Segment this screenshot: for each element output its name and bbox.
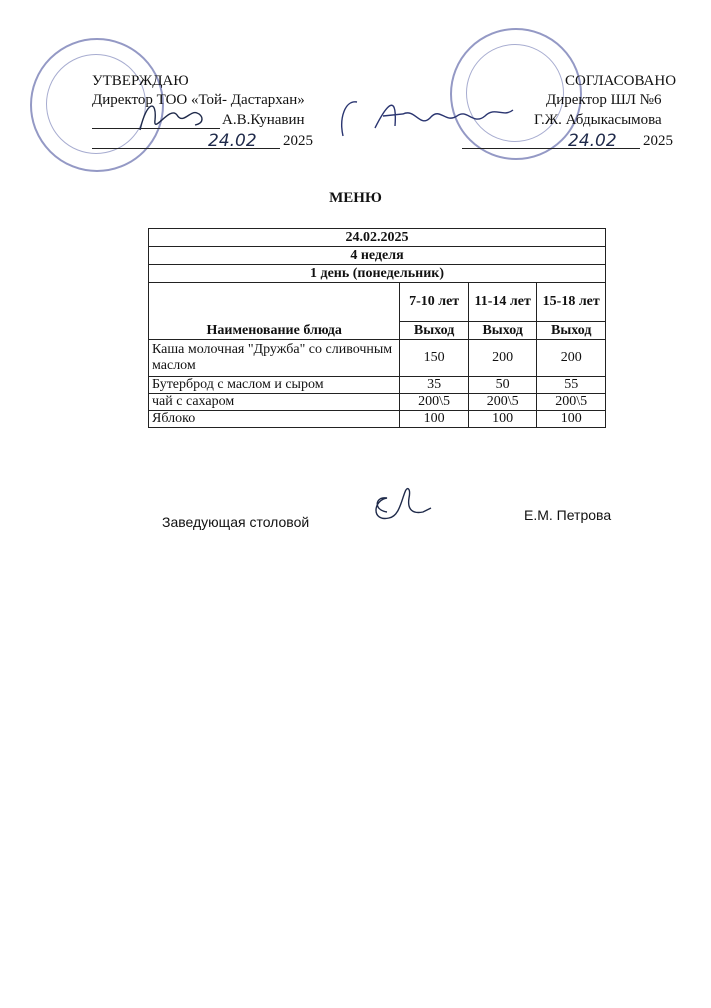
center-signature bbox=[335, 88, 520, 148]
dish-output: 55 bbox=[537, 377, 606, 394]
dish-output: 35 bbox=[400, 377, 469, 394]
table-row bbox=[149, 340, 606, 377]
approve-position: Директор ТОО «Той- Дастархан» bbox=[92, 92, 305, 108]
dish-name: Каша молочная "Дружба" со сливочным маслом bbox=[149, 340, 400, 377]
dish-output: 150 bbox=[400, 340, 469, 377]
agree-date-handwritten: 24.02 bbox=[568, 131, 617, 151]
agree-year: 2025 bbox=[643, 133, 673, 149]
dish-name: чай с сахаром bbox=[149, 394, 400, 411]
approve-date-line bbox=[92, 148, 280, 149]
approve-year: 2025 bbox=[283, 133, 313, 149]
age-group-header: 15-18 лет bbox=[537, 283, 606, 322]
agree-name: Г.Ж. Абдыкасымова bbox=[534, 112, 662, 128]
dish-output: 200\5 bbox=[468, 394, 537, 411]
document-title: МЕНЮ bbox=[329, 190, 382, 206]
dish-output: 100 bbox=[537, 411, 606, 428]
table-week: 4 неделя bbox=[149, 247, 606, 265]
approve-date-handwritten: 24.02 bbox=[208, 131, 257, 151]
approve-title: УТВЕРЖДАЮ bbox=[92, 73, 189, 89]
dish-name: Бутерброд с маслом и сыром bbox=[149, 377, 400, 394]
approve-name: А.В.Кунавин bbox=[222, 112, 305, 128]
dish-output: 200\5 bbox=[400, 394, 469, 411]
menu-table bbox=[148, 228, 606, 428]
dish-output: 100 bbox=[468, 411, 537, 428]
footer-role: Заведующая столовой bbox=[162, 514, 310, 530]
agree-date-line bbox=[462, 148, 640, 149]
dish-name: Яблоко bbox=[149, 411, 400, 428]
age-group-header: 11-14 лет bbox=[468, 283, 537, 322]
table-row bbox=[149, 411, 606, 428]
output-header: Выход bbox=[468, 322, 537, 340]
footer-signature bbox=[365, 482, 435, 530]
agree-position: Директор ШЛ №6 bbox=[546, 92, 662, 108]
footer-name: Е.М. Петрова bbox=[524, 507, 612, 523]
dish-output: 100 bbox=[400, 411, 469, 428]
dish-output: 50 bbox=[468, 377, 537, 394]
table-date: 24.02.2025 bbox=[149, 229, 606, 247]
age-group-header: 7-10 лет bbox=[400, 283, 469, 322]
name-column-header: Наименование блюда bbox=[149, 283, 400, 340]
agree-title: СОГЛАСОВАНО bbox=[565, 73, 677, 89]
dish-output: 200\5 bbox=[537, 394, 606, 411]
dish-output: 200 bbox=[468, 340, 537, 377]
output-header: Выход bbox=[537, 322, 606, 340]
table-row bbox=[149, 394, 606, 411]
output-header: Выход bbox=[400, 322, 469, 340]
table-row bbox=[149, 377, 606, 394]
table-day: 1 день (понедельник) bbox=[149, 265, 606, 283]
dish-output: 200 bbox=[537, 340, 606, 377]
approve-signature bbox=[135, 95, 210, 140]
